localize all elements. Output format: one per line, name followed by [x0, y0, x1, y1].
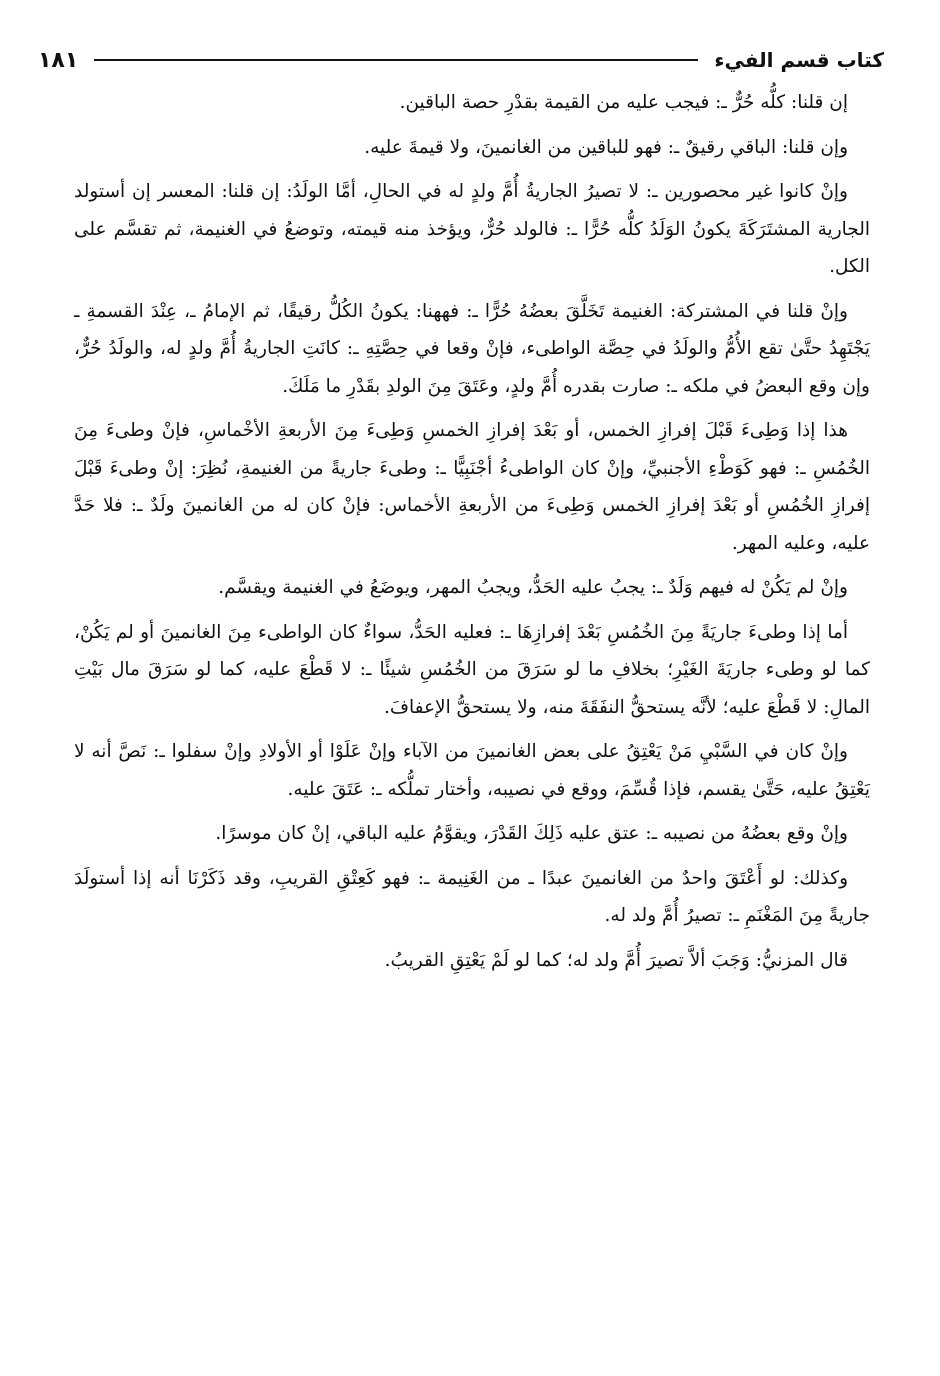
page-body: [74, 84, 870, 979]
page-header: [38, 36, 884, 84]
paragraph: وإنْ قلنا في المشتركة: الغنيمة تَخَلَّقَ بعضُهُ حُرًّا ـ: فههنا: يكونُ الكُلُّ رقيقًا، ثم الإمامُ ـ، عِنْدَ القسمةِ ـ يَجْتَهِدُ حتَّىٰ تقع الأُمُّ والولَدُ في حِصَّة الواطىء، فإنْ وقعا في حِصَّتِهِ ـ: كانَتِ الجاريةُ أُمَّ ولدٍ له، والولَدُ حُرٌّ، وإن وقع البعضُ في ملكه ـ: صارت بقدره أُمَّ ولدٍ، وعَتَقَ مِنَ الولدِ بقَدْرِ ما مَلَكَ.: [74, 300, 870, 397]
paragraph: وإنْ وقع بعضُهُ من نصيبه ـ: عتق عليه ذَلِكَ القَدْرَ، ويقوَّمُ عليه الباقي، إنْ كان موسرًا.: [215, 823, 848, 844]
paragraph: قال المزنيُّ: وَجَبَ ألاَّ تصيرَ أُمَّ ولد له؛ كما لو لَمْ يَعْتِقِ القريبُ.: [384, 949, 848, 971]
paragraph: هذا إذا وَطِىءَ قَبْلَ إفرازِ الخمس، أو بَعْدَ إفرازِ الخمسِ وَطِىءَ مِنَ الأربعةِ الأخْماسِ، فإنْ وطىءَ مِنَ الخُمُسِ ـ: فهو كَوَطْءِ الأجنبيِّ، وإنْ كان الواطىءُ أجْنَبِيًّا ـ: وطىءَ جاريةً من الغنيمةِ، نُظِرَ: إنْ وطىءَ قَبْلَ إفرازِ الخُمُسِ أو بَعْدَ إفرازِ الخمس وَطِىءَ من الأربعةِ الأخماس: فإنْ كان له من الغانمينَ ولَدٌ ـ: فلا حَدَّ عليه، وعليه المهر.: [74, 420, 870, 554]
paragraph: وإنْ كانوا غير محصورين ـ: لا تصيرُ الجاريةُ أُمَّ ولدٍ له في الحالِ، أمَّا الولَدُ: إن قلنا: المعسر إن أستولد الجارية المشتَرَكَةَ يكونُ الوَلَدُ كلُّه حُرًّا ـ: فالولد حُرٌّ، ويؤخذ منه قيمته، وتوضعُ في الغنيمة، ثم تقسَّم على الكل.: [74, 181, 870, 277]
paragraph: وكذلك: لو أَعْتَقَ واحدٌ من الغانمينَ عبدًا ـ من الغَنِيمة ـ: فهو كَعِتْقِ القريبِ، وقد ذَكَرْنَا أنه إذا أستولَدَ جاريةً مِنَ المَغْنَمِ ـ: تصيرُ أُمَّ ولد له.: [74, 867, 870, 926]
paragraph: إن قلنا: كلُّه حُرٌّ ـ: فيجب عليه من القيمة بقدْرِ حصة الباقين.: [399, 92, 848, 113]
paragraph: أما إذا وطىءَ جاريَةً مِنَ الخُمُسِ بَعْدَ إفرازِهَا ـ: فعليه الحَدُّ، سواءٌ كان الواطىء مِنَ الغانمينَ أو لم يَكُنْ، كما لو وطىء جاريَةَ الغَيْرِ؛ بخلافِ ما لو سَرَقَ من الخُمُسِ شيئًا ـ: لا قَطْعَ عليه، كما لو سَرَقَ مال بَيْتِ المالِ: لا قَطْعَ عليه؛ لأنَّه يستحقُّ النفَقَةَ منه، ولا يستحقُّ الإعفافَ.: [74, 621, 870, 718]
paragraph: وإنْ كان في السَّبْيِ مَنْ يَعْتِقُ على بعض الغانمينَ من الآباء وإنْ عَلَوْا أو الأولادِ وإنْ سفلوا ـ: نَصَّ أنه لا يَعْتِقُ عليه، حَتَّىٰ يقسم، فإذا قُسِّمَ، ووقع في نصيبه، وأختار تملُّكه ـ: عَتَقَ عليه.: [74, 741, 870, 800]
paragraph: وإنْ لم يَكُنْ له فيهم وَلَدٌ ـ: يجبُ عليه الحَدُّ، ويجبُ المهر، ويوضَعُ في الغنيمة ويقسَّم.: [218, 577, 848, 598]
page-number: ١٨١: [38, 47, 79, 73]
paragraph: وإن قلنا: الباقي رقيقٌ ـ: فهو للباقين من الغانمينَ، ولا قيمةَ عليه.: [364, 136, 848, 158]
running-title: كتاب قسم الفيء: [714, 48, 884, 72]
header-rule: [94, 59, 698, 61]
